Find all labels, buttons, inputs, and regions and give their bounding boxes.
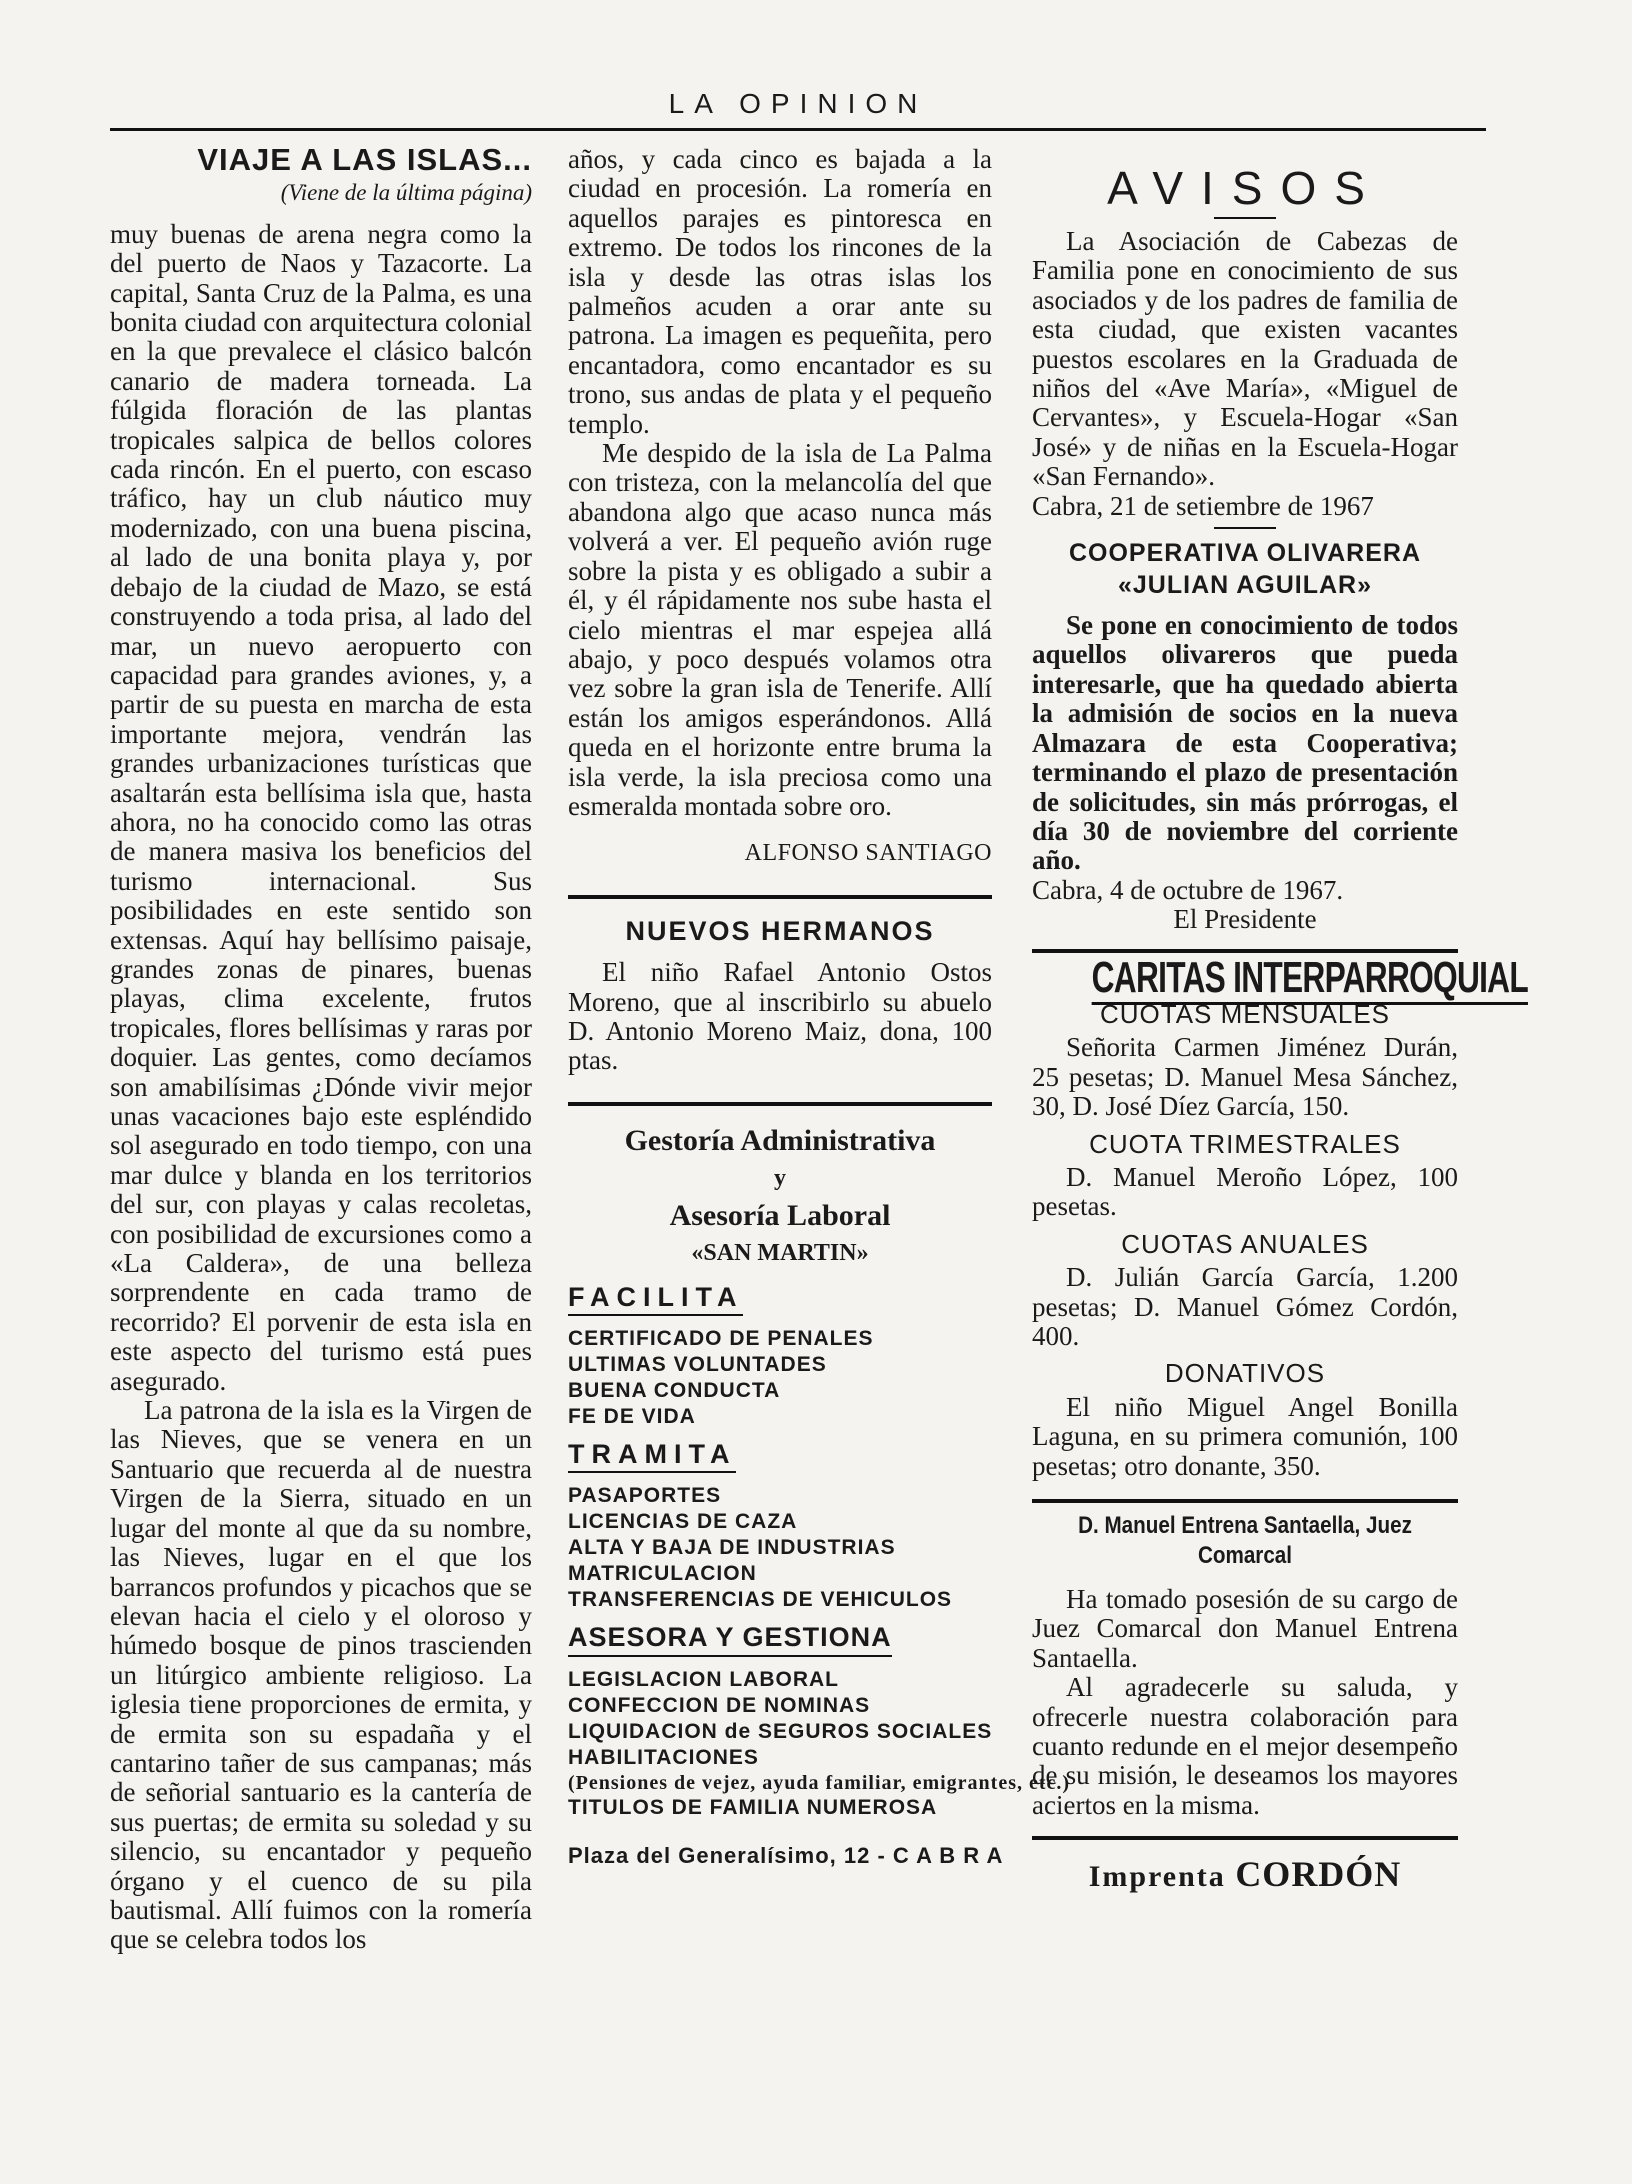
- section-divider: [568, 1102, 992, 1106]
- list-note: (Pensiones de vejez, ayuda familiar, emigrantes, etc.): [568, 1771, 1071, 1794]
- avisos-title: AVISOS: [1107, 162, 1383, 214]
- asesora-title: ASESORA Y GESTIONA: [568, 1623, 892, 1656]
- coop-title: [1032, 537, 1458, 601]
- caritas-title: [1091, 952, 1528, 1002]
- coop-date: Cabra, 4 de octubre de 1967.: [1032, 874, 1344, 905]
- list-item: LICENCIAS DE CAZA: [568, 1510, 798, 1534]
- list-item: TRANSFERENCIAS DE VEHICULOS: [568, 1588, 953, 1612]
- list-item: LIQUIDACION de SEGUROS SOCIALES: [568, 1719, 993, 1743]
- short-divider: [1214, 217, 1276, 219]
- section-divider: [1032, 1499, 1458, 1503]
- article-paragraph: Me despido de la isla de La Palma con tristeza, con la melancolía del que abandona algo que acaso nunca más volverá a ver. El pequeño avión ruge sobre la pista y es obligado a subir a él, y él rápidamente nos sube hasta el cielo mientras el mar espejea allá abajo, y poco después volamos otra vez sobre la gran isla de Tenerife. Allí están los amigos esperándonos. Allá queda en el horizonte entre bruma la isla verde, la isla preciosa como una esmeralda montada sobre oro.: [568, 438, 992, 821]
- masthead: [110, 88, 1486, 130]
- facilita-list: [568, 1326, 992, 1430]
- newspaper-title: LA OPINION: [110, 88, 1486, 120]
- column-avisos: [1032, 145, 1528, 1895]
- section-divider: [568, 895, 992, 899]
- article-subhead: (Viene de la última página): [280, 180, 532, 206]
- coop-text: Se pone en conocimiento de todos aquellos olivareros que pueda interesarle, que ha quedado abierta la admisión de socios en la nueva Almazara de esta Cooperativa; terminando el plazo de presentación de solicitudes, sin más prórrogas, el día 30 de noviembre del corriente año.: [1032, 610, 1458, 876]
- ad-title-line: Asesoría Laboral: [669, 1199, 891, 1233]
- list-item: BUENA CONDUCTA: [568, 1379, 781, 1402]
- section-divider: [1032, 1836, 1458, 1840]
- tramita-list: [568, 1483, 992, 1613]
- donativos-title: DONATIVOS: [1164, 1358, 1326, 1389]
- article-paragraph: La patrona de la isla es la Virgen de las Nieves, que se venera en un Santuario que recuerda al de nuestra Virgen de la Sierra, situado en un lugar del monte al que da su nombre, las Nieves, lugar en el que los barrancos profundos y picachos que se elevan hacia el cielo y el oloroso y húmedo bosque de pinos trascienden un litúrgico ambiente religioso. La iglesia tiene proporciones de ermita, y de ermita son su espadaña y el cantarino tañer de sus campanas; más de señorial santuario es la cantería de sus puertas; de ermita su soledad y su silencio, su encantador y pequeño órgano y el cuenco de su pila bautismal. Allí fuimos con la romería que se celebra todos los: [110, 1395, 532, 1955]
- ad-address: Plaza del Generalísimo, 12 - C A B R A: [568, 1842, 1004, 1868]
- article-signature: ALFONSO SANTIAGO: [744, 840, 992, 867]
- facilita-title: FACILITA: [568, 1283, 743, 1316]
- cuotas-mensuales-title: CUOTAS MENSUALES: [1099, 998, 1390, 1029]
- article-paragraph: años, y cada cinco es bajada a la ciudad en procesión. La romería en aquellos parajes es pintoresca en extremo. De todos los rincones de la isla y desde las otras islas los palmeños acuden a orar ante su patrona. La imagen es pequeñita, pero encantadora, como encantador es su trono, sus andas de plata y el pequeño templo.: [568, 144, 992, 439]
- list-item: TITULOS DE FAMILIA NUMEROSA: [568, 1795, 938, 1819]
- coop-title-line: COOPERATIVA OLIVARERA: [1068, 539, 1422, 568]
- cuotas-anuales-title: CUOTAS ANUALES: [1121, 1228, 1369, 1259]
- list-item: PASAPORTES: [568, 1484, 722, 1508]
- gestoria-ad: [568, 1123, 1071, 1870]
- article-paragraph: muy buenas de arena negra como la del puerto de Naos y Tazacorte. La capital, Santa Cruz de la Palma, es una bonita ciudad con arquitectura colonial en la que prevalece el clásico balcón canario de madera torneada. La fúlgida floración de las plantas tropicales salpica de bellos colores cada rincón. En el puerto, con escaso tráfico, hay un club náutico muy modernizado, con una buena piscina, al lado de una bonita playa y, por debajo de la ciudad de Mazo, se está construyendo a toda prisa, al lado del mar, un nuevo aeropuerto con capacidad para grandes aviones, y, a partir de su puesta en marcha de esta importante mejora, vendrán las grandes urbanizaciones turísticas que asaltarán esta bellísima isla que, hasta ahora, no ha conocido como las otras de manera masiva los beneficios del turismo internacional. Sus posibilidades en este sentido son extensas. Aquí hay bellísimo paisaje, grandes zonas de pinares, buenas playas, clima excelente, frutos tropicales, flores bellísimas y raras por doquier. Las gentes, como decíamos son amabilísimas ¿Dónde vivir mejor unas vacaciones bajo este espléndido sol asegurado en todo tiempo, con una mar dulce y blanda en los territorios del sur, con playas y calas recoletas, con posibilidad de excursiones como a «La Caldera», de una belleza sorprendente en cada tramo de recorrido? El porvenir de esta isla en este aspecto del turismo está pues asegurado.: [110, 218, 532, 1396]
- hermanos-text: El niño Rafael Antonio Ostos Moreno, que al inscribirlo su abuelo D. Antonio Moreno Maiz, dona, 100 ptas.: [568, 957, 992, 1076]
- coop-title-line: «JULIAN AGUILAR»: [1118, 571, 1372, 600]
- donativos-text: El niño Miguel Angel Bonilla Laguna, en su primera comunión, 100 pesetas; otro donante, 350.: [1032, 1391, 1458, 1481]
- list-item: MATRICULACION: [568, 1562, 757, 1586]
- cuotas-anuales-text: D. Julián García García, 1.200 pesetas; D. Manuel Gómez Cordón, 400.: [1032, 1262, 1458, 1351]
- imprenta-name: CORDÓN: [1235, 1854, 1402, 1895]
- caritas-title-text: CARITAS INTERPARROQUIAL: [1092, 953, 1528, 1005]
- column-article-viaje: [110, 142, 532, 1955]
- masthead-rule: [110, 128, 1486, 131]
- imprenta-label: Imprenta: [1088, 1860, 1226, 1894]
- asesora-list: [568, 1667, 1071, 1821]
- column-middle: [568, 144, 1071, 1870]
- short-divider: [1214, 527, 1276, 529]
- ad-title-line: y: [774, 1164, 786, 1191]
- ad-title-line: «SAN MARTIN»: [691, 1240, 869, 1267]
- tramita-title: TRAMITA: [568, 1440, 736, 1473]
- list-item: FE DE VIDA: [568, 1405, 696, 1428]
- hermanos-title: NUEVOS HERMANOS: [625, 915, 935, 946]
- juez-title: D. Manuel Entrena Santaella, Juez Comarcal: [1078, 1512, 1412, 1570]
- coop-signature: El Presidente: [1173, 904, 1317, 935]
- list-item: CERTIFICADO DE PENALES: [568, 1327, 874, 1350]
- aviso-date: Cabra, 21 de setiembre de 1967: [1032, 490, 1374, 521]
- article-headline: VIAJE A LAS ISLAS...: [197, 142, 532, 177]
- imprenta-ad: [1032, 1854, 1458, 1895]
- ad-title-line: Gestoría Administrativa: [624, 1123, 936, 1157]
- cuota-trimestrales-title: CUOTA TRIMESTRALES: [1089, 1128, 1401, 1159]
- juez-paragraph: Ha tomado posesión de su cargo de Juez Comarcal don Manuel Entrena Santaella.: [1032, 1584, 1458, 1673]
- list-item: CONFECCION DE NOMINAS: [568, 1693, 871, 1717]
- cuotas-mensuales-text: Señorita Carmen Jiménez Durán, 25 pesetas; D. Manuel Mesa Sánchez, 30, D. José Díez García, 150.: [1032, 1032, 1458, 1122]
- cuota-trimestrales-text: D. Manuel Meroño López, 100 pesetas.: [1032, 1161, 1458, 1222]
- list-item: ALTA Y BAJA DE INDUSTRIAS: [568, 1536, 896, 1560]
- list-item: LEGISLACION LABORAL: [568, 1667, 839, 1691]
- aviso-text: La Asociación de Cabezas de Familia pone en conocimiento de sus asociados y de los padres de familia de esta ciudad, que existen vacantes puestos escolares en la Graduada de niños del «Ave María», «Miguel de Cervantes», y Escuela-Hogar «San José» y de niñas en la Escuela-Hogar «San Fernando».: [1032, 226, 1458, 492]
- list-item: HABILITACIONES: [568, 1745, 759, 1769]
- list-item: ULTIMAS VOLUNTADES: [568, 1353, 827, 1376]
- juez-paragraph: Al agradecerle su saluda, y ofrecerle nuestra colaboración para cuanto redunde en el mejor desempeño de su misión, le deseamos los mayores aciertos en la misma.: [1032, 1672, 1458, 1820]
